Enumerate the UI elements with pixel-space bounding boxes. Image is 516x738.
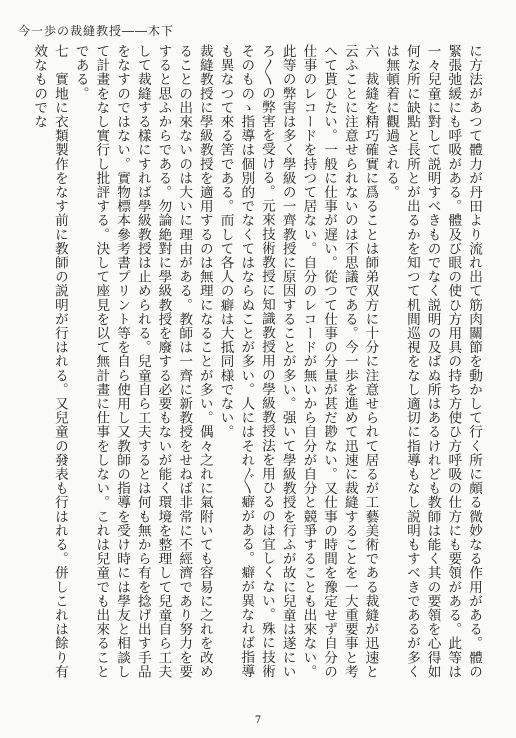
paragraph-3: 裁縫教授に學級教授を適用するのは無理になることが多い。偶々之れに氣附いても容易に之れを改めることの出來ないのは大いに理由がある。教師は一齊に新教授をせねば非常に不經濟であり努力を要すると思ふからである。勿論絶對に學級教授を廢する必要もないが能く環境を整理して兒童自ら工夫して裁縫する樣にすれば學級教授は止められる。兒童自ら工夫するとは何も無から有を捻げ出す手品をなすのではない。實物標本參考書プリント等を自ら使用し又教師の指導を受け時には學友と相談して計畫をなし實行し批評する。決して座見を以て無計畫に仕事をしない。これは兒童でも出來ることである。 — [72, 44, 213, 679]
paragraph-4: 七 實地に衣類製作をなす前に教師の説明が行はれる。又兒童の發表も行はれる。併しこれは餘り有效なものでな — [31, 44, 68, 679]
paragraph-2: 六 裁縫を精巧確實に爲ることは師弟双方に十分に注意せられて居るが工藝美術である裁縫が迅速と云ふことに注意せられないのは不思議である。今一歩を進めて迅速に裁縫することを一大重要事と考へて貰ひたい。一般に仕事が遅い。從つて仕事の分量が甚だ尠ない。又仕事の時間を豫定せず自分の仕事のレコードを持つて居ない。自分のレコードが無いから自分が自分と競爭することも出來ない。此等の弊害は多く學級の一齊教授に原因することが多い。强いて學級教授を行ふが故に兒童は遂にいろ〳〵の弊害を受ける。元來技術教授に知識教授用の學級教授法を用ひるのは宜しくない。殊に技術そのものゝ指導は個別的でなくてはならぬことが多い。人にはそれ〴〵癖がある。癖が異なれば指導も異なつて來る筈である。而して各人の癖は大抵同様でない。 — [217, 44, 379, 679]
paragraph-1: に方法があつて體力が丹田より流れ出て筋肉關節を動かして行く所に頗る微妙なる作用がある。體の緊張弛緩にも呼吸がある。體及び眼の使ひ方用具の持ち方使ひ方呼吸の仕方にも要領がある。此等は一々兒童に對して説明すべきものでなく説明の及ばぬ所はあるけれども教師は能く其の要領を心得如何な所に缺點と長所とが出るかを知つて机間巡視をなし適切に指導もなし説明もすべきであるが多くは無頓着に觀過される。 — [383, 44, 482, 679]
running-header: 今一歩の裁縫教授――木下 — [18, 24, 175, 38]
body-text — [26, 44, 484, 684]
page-number: 7 — [254, 715, 262, 726]
